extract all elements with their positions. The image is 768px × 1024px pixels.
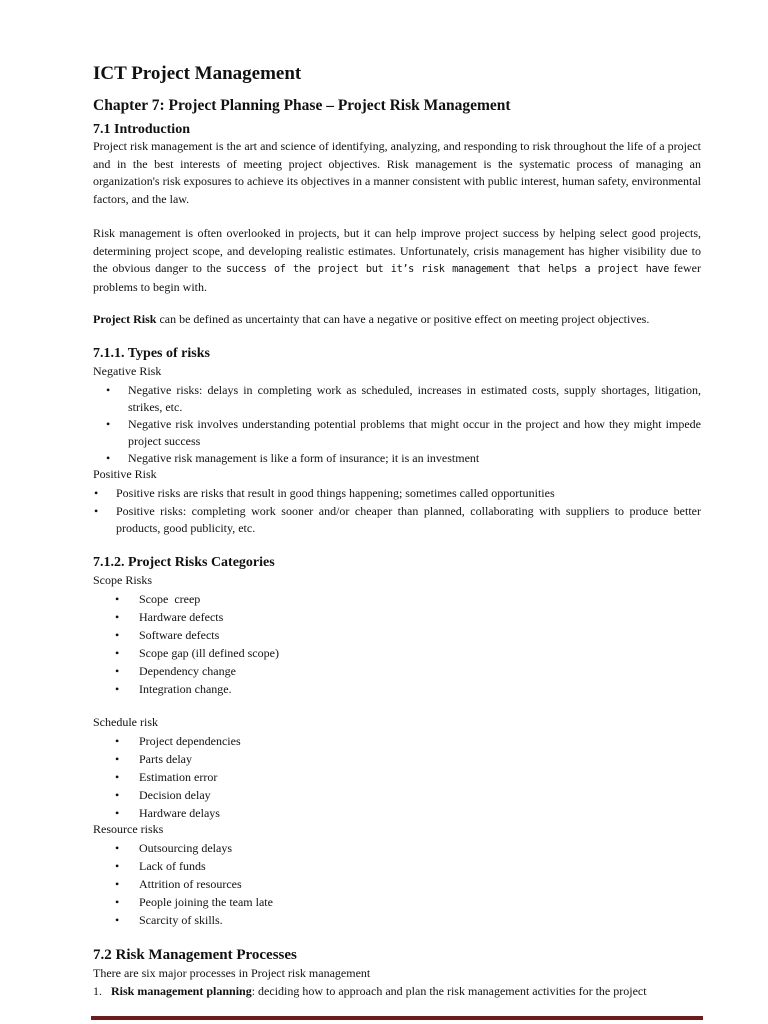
bullet-icon: • <box>115 682 120 696</box>
document-title: ICT Project Management <box>93 63 302 84</box>
intro-p2-typewriter-text: success of the project but it’s risk management that helps a project have <box>225 264 669 276</box>
bullet-icon: • <box>115 592 120 606</box>
list-item <box>115 663 236 680</box>
numbered-list-item <box>93 984 701 999</box>
list-item-text: Positive risks are risks that result in good things happening; sometimes called opportunities <box>116 486 555 500</box>
resource-risks-label: Resource risks <box>93 822 164 836</box>
intro-heading: 7.1 Introduction <box>93 122 190 137</box>
bullet-icon: • <box>94 486 99 500</box>
bullet-icon: • <box>115 913 120 927</box>
list-item <box>115 681 232 698</box>
bullet-icon: • <box>115 806 120 820</box>
list-item-text: Scope gap (ill defined scope) <box>139 646 279 660</box>
list-item <box>115 591 201 608</box>
list-number: 1. <box>93 984 102 998</box>
list-item <box>115 840 232 857</box>
bullet-icon: • <box>115 628 120 642</box>
list-item-text: Parts delay <box>139 752 192 766</box>
intro-p2-text-b: fewer problems to begin with. <box>93 261 701 294</box>
list-item <box>115 858 206 875</box>
list-item-text: Attrition of resources <box>139 877 242 891</box>
list-item-text: Estimation error <box>139 770 218 784</box>
chapter-heading: Chapter 7: Project Planning Phase – Project Risk Management <box>93 97 511 114</box>
list-item-text: Negative risk management is like a form of insurance; it is an investment <box>128 451 480 465</box>
bullet-icon: • <box>115 734 120 748</box>
list-item-text: Positive risks: completing work sooner and/or cheaper than planned, collaborating with suppliers to produce better products, good publicity, etc. <box>116 504 701 535</box>
scope-risks-label: Scope Risks <box>93 573 153 587</box>
list-item-text: Hardware delays <box>139 806 220 820</box>
types-of-risks-heading: 7.1.1. Types of risks <box>93 346 210 361</box>
risk-categories-heading: 7.1.2. Project Risks Categories <box>93 555 275 570</box>
list-item-text: Outsourcing delays <box>139 841 232 855</box>
processes-intro: There are six major processes in Project risk management <box>93 966 371 980</box>
intro-paragraph-2 <box>93 225 701 296</box>
list-item-text: Hardware defects <box>139 610 224 624</box>
list-item-text: Dependency change <box>139 664 236 678</box>
list-item <box>115 609 224 626</box>
list-item <box>115 805 220 822</box>
schedule-risk-label: Schedule risk <box>93 715 158 729</box>
bullet-icon: • <box>106 417 111 431</box>
bullet-icon: • <box>115 752 120 766</box>
list-item <box>115 912 223 929</box>
list-item <box>115 787 211 804</box>
bullet-icon: • <box>115 646 120 660</box>
list-item <box>106 450 701 467</box>
bullet-icon: • <box>115 895 120 909</box>
bullet-icon: • <box>94 504 99 518</box>
bullet-icon: • <box>115 610 120 624</box>
list-item <box>94 485 701 502</box>
list-item <box>115 894 273 911</box>
list-item <box>94 503 701 537</box>
list-item <box>115 733 241 750</box>
list-item-text: Decision delay <box>139 788 211 802</box>
bullet-icon: • <box>115 664 120 678</box>
list-item <box>115 645 279 662</box>
project-risk-definition <box>93 311 701 329</box>
list-item <box>115 769 218 786</box>
bullet-icon: • <box>115 841 120 855</box>
bullet-icon: • <box>115 877 120 891</box>
negative-risk-label: Negative Risk <box>93 364 162 378</box>
project-risk-term: Project Risk <box>93 312 157 326</box>
bullet-icon: • <box>106 451 111 465</box>
intro-p2-text-a: Risk management is often overlooked in projects, but it can help improve project success by helping select good projects, determining project scope, and developing realistic estimates. Unfortunately, crisis management has higher visibility due to the obvious danger to the <box>93 226 701 276</box>
list-item-text: Negative risk involves understanding potential problems that might occur in the project and how they might impede project success <box>128 417 701 448</box>
bullet-icon: • <box>115 770 120 784</box>
list-item-text: Project dependencies <box>139 734 241 748</box>
list-item <box>115 751 192 768</box>
list-item-text: Negative risks: delays in completing work as scheduled, increases in estimated costs, supply shortages, litigation, strikes, etc. <box>128 383 701 414</box>
project-risk-definition-text: can be defined as uncertainty that can have a negative or positive effect on meeting project objectives. <box>156 312 650 326</box>
process-name: Risk management planning <box>111 984 252 998</box>
list-item <box>106 416 701 450</box>
processes-heading: 7.2 Risk Management Processes <box>93 947 297 963</box>
process-description: : deciding how to approach and plan the risk management activities for the project <box>251 984 647 998</box>
list-item-text: Software defects <box>139 628 220 642</box>
footer-rule <box>91 1016 703 1020</box>
list-item-text: Scope creep <box>139 592 201 606</box>
list-item-text: Lack of funds <box>139 859 206 873</box>
intro-paragraph-1: Project risk management is the art and science of identifying, analyzing, and responding to risk throughout the life of a project and in the best interests of meeting project objectives. Risk management is the systematic process of managing an organization's risk exposures to achieve its objectives in a manner consistent with public interest, human safety, environmental factors, and the law. <box>93 139 701 206</box>
bullet-icon: • <box>106 383 111 397</box>
list-item <box>115 627 220 644</box>
list-item-text: People joining the team late <box>139 895 273 909</box>
positive-risk-label: Positive Risk <box>93 467 157 481</box>
bullet-icon: • <box>115 788 120 802</box>
list-item-text: Scarcity of skills. <box>139 913 223 927</box>
list-item <box>115 876 242 893</box>
bullet-icon: • <box>115 859 120 873</box>
list-item <box>106 382 701 416</box>
list-item-text: Integration change. <box>139 682 232 696</box>
